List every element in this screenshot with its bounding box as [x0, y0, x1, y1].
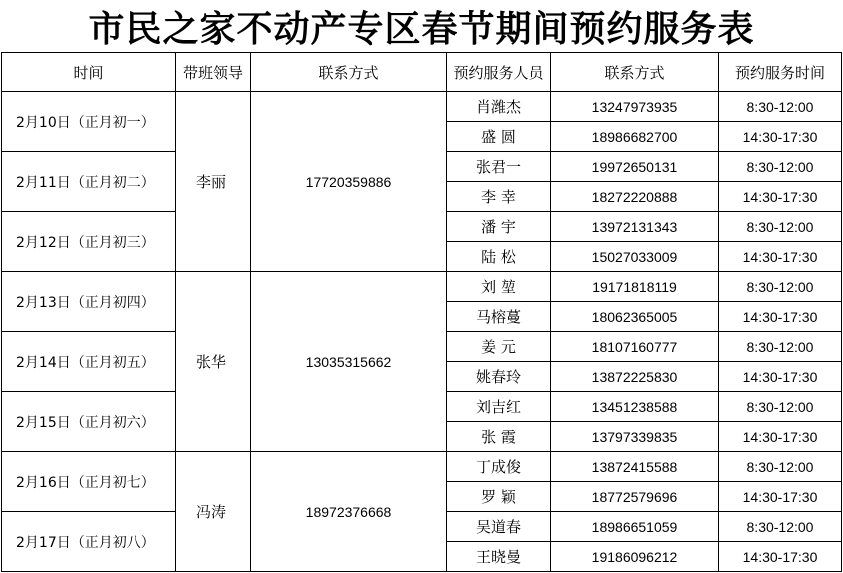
- staff-name-cell: 盛 圆: [447, 122, 551, 152]
- date-cell: 2月16日（正月初七）: [2, 452, 176, 512]
- staff-name-cell: 罗 颖: [447, 482, 551, 512]
- service-time-cell: 8:30-12:00: [719, 272, 842, 302]
- leader-phone-cell: 17720359886: [251, 92, 447, 272]
- staff-phone-cell: 18107160777: [551, 332, 719, 362]
- staff-name-cell: 马榕蔓: [447, 302, 551, 332]
- service-time-cell: 8:30-12:00: [719, 512, 842, 542]
- schedule-table: [1, 52, 842, 572]
- service-time-cell: 14:30-17:30: [719, 122, 842, 152]
- staff-phone-cell: 13872415588: [551, 452, 719, 482]
- date-cell: 2月14日（正月初五）: [2, 332, 176, 392]
- service-time-cell: 8:30-12:00: [719, 392, 842, 422]
- service-time-cell: 8:30-12:00: [719, 212, 842, 242]
- staff-phone-cell: 18986651059: [551, 512, 719, 542]
- staff-name-cell: 肖潍杰: [447, 92, 551, 122]
- service-time-cell: 8:30-12:00: [719, 152, 842, 182]
- leader-cell: 李丽: [176, 92, 251, 272]
- staff-phone-cell: 18062365005: [551, 302, 719, 332]
- service-time-cell: 14:30-17:30: [719, 242, 842, 272]
- date-cell: 2月11日（正月初二）: [2, 152, 176, 212]
- header-service-time: 预约服务时间: [719, 53, 842, 92]
- service-time-cell: 14:30-17:30: [719, 302, 842, 332]
- staff-phone-cell: 15027033009: [551, 242, 719, 272]
- staff-name-cell: 陆 松: [447, 242, 551, 272]
- staff-phone-cell: 19171818119: [551, 272, 719, 302]
- staff-name-cell: 刘吉红: [447, 392, 551, 422]
- staff-phone-cell: 13247973935: [551, 92, 719, 122]
- leader-cell: 张华: [176, 272, 251, 452]
- staff-name-cell: 吴道春: [447, 512, 551, 542]
- date-cell: 2月15日（正月初六）: [2, 392, 176, 452]
- date-cell: 2月10日（正月初一）: [2, 92, 176, 152]
- table-row: [2, 92, 842, 122]
- document-title: 市民之家不动产专区春节期间预约服务表: [88, 7, 755, 50]
- service-time-cell: 14:30-17:30: [719, 422, 842, 452]
- header-staff-contact: 联系方式: [551, 53, 719, 92]
- date-cell: 2月12日（正月初三）: [2, 212, 176, 272]
- service-time-cell: 14:30-17:30: [719, 182, 842, 212]
- staff-name-cell: 丁成俊: [447, 452, 551, 482]
- header-time: 时间: [2, 53, 176, 92]
- leader-phone-cell: 13035315662: [251, 272, 447, 452]
- staff-phone-cell: 18772579696: [551, 482, 719, 512]
- staff-name-cell: 潘 宇: [447, 212, 551, 242]
- staff-name-cell: 张君一: [447, 152, 551, 182]
- staff-name-cell: 姚春玲: [447, 362, 551, 392]
- date-cell: 2月17日（正月初八）: [2, 512, 176, 572]
- staff-name-cell: 姜 元: [447, 332, 551, 362]
- staff-phone-cell: 13872225830: [551, 362, 719, 392]
- date-cell: 2月13日（正月初四）: [2, 272, 176, 332]
- staff-name-cell: 李 幸: [447, 182, 551, 212]
- service-time-cell: 14:30-17:30: [719, 482, 842, 512]
- staff-phone-cell: 19186096212: [551, 542, 719, 572]
- service-time-cell: 8:30-12:00: [719, 332, 842, 362]
- staff-phone-cell: 13451238588: [551, 392, 719, 422]
- staff-name-cell: 刘 堃: [447, 272, 551, 302]
- service-time-cell: 8:30-12:00: [719, 452, 842, 482]
- staff-phone-cell: 13797339835: [551, 422, 719, 452]
- header-row: [2, 53, 842, 92]
- table-row: [2, 272, 842, 302]
- header-leader: 带班领导: [176, 53, 251, 92]
- staff-name-cell: 王晓曼: [447, 542, 551, 572]
- leader-cell: 冯涛: [176, 452, 251, 572]
- header-leader-contact: 联系方式: [251, 53, 447, 92]
- service-time-cell: 8:30-12:00: [719, 92, 842, 122]
- staff-phone-cell: 19972650131: [551, 152, 719, 182]
- staff-phone-cell: 18986682700: [551, 122, 719, 152]
- staff-phone-cell: 18272220888: [551, 182, 719, 212]
- service-time-cell: 14:30-17:30: [719, 362, 842, 392]
- service-time-cell: 14:30-17:30: [719, 542, 842, 572]
- staff-phone-cell: 13972131343: [551, 212, 719, 242]
- table-row: [2, 452, 842, 482]
- leader-phone-cell: 18972376668: [251, 452, 447, 572]
- header-staff: 预约服务人员: [447, 53, 551, 92]
- staff-name-cell: 张 霞: [447, 422, 551, 452]
